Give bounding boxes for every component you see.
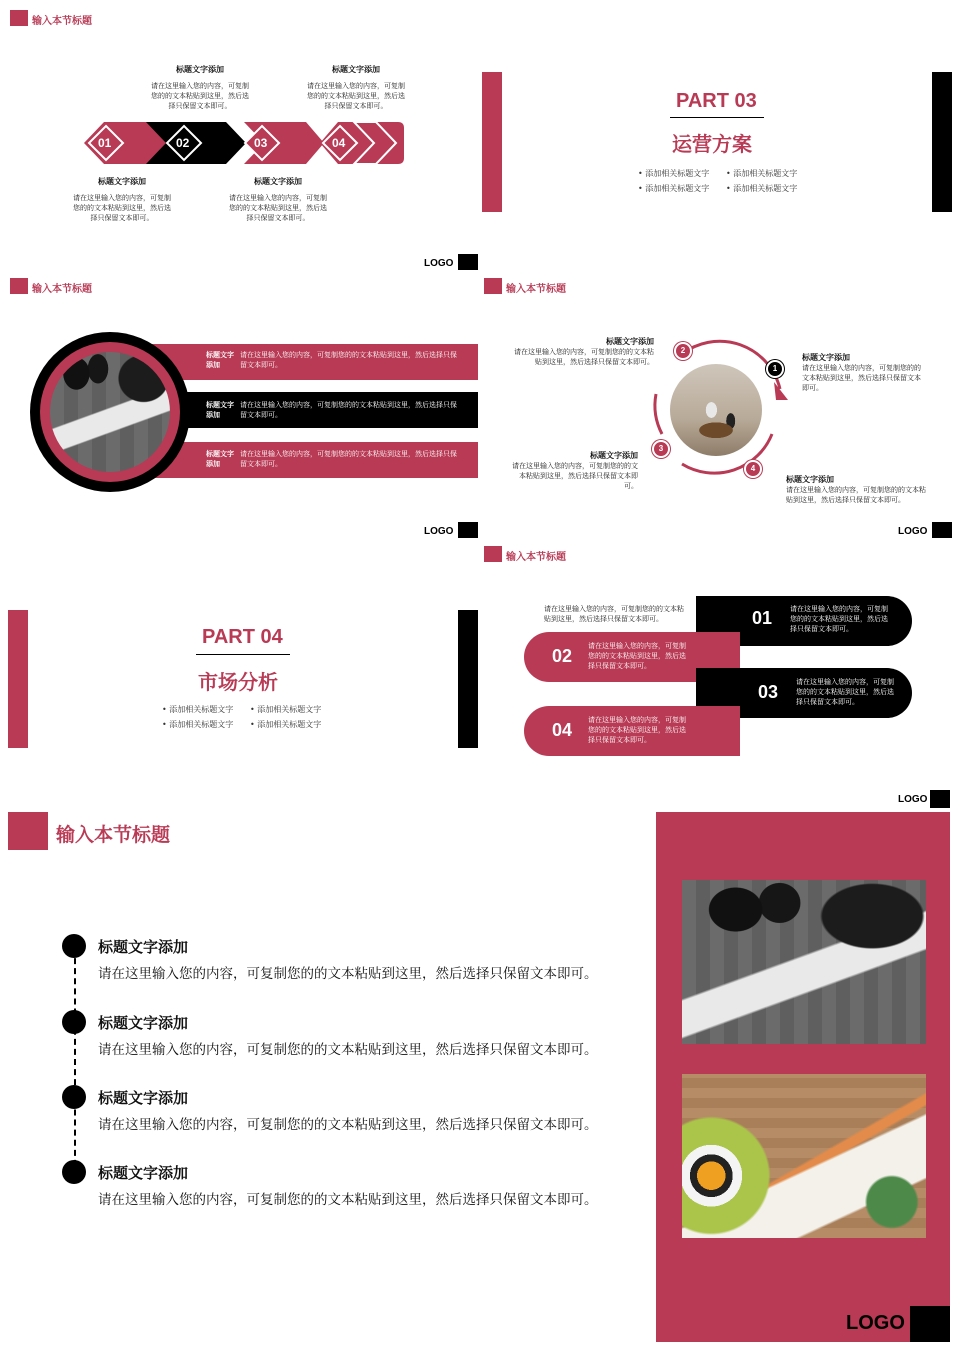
cycle-item-1	[802, 352, 924, 393]
step-number-3: 03	[254, 136, 268, 150]
part-divider	[196, 654, 290, 655]
cycle-badge-number: 3	[658, 444, 664, 453]
slide-numbered-pills	[482, 544, 960, 810]
step-number-4: 04	[332, 136, 346, 150]
logo-text: LOGO	[898, 794, 928, 805]
cycle-badge-2	[674, 342, 692, 360]
slide-cycle	[482, 274, 960, 540]
cycle-badge-1	[766, 360, 784, 378]
left-bar	[482, 72, 502, 212]
circle-photo	[50, 352, 170, 472]
logo-panel-block	[910, 1306, 950, 1342]
cycle-item-text: 请在这里输入您的内容，可复制您的的文本粘贴到这里，然后选择只保留文本即可。	[786, 486, 926, 504]
cycle-badge-number: 1	[772, 364, 778, 373]
bullet-item: • 添加相关标题文字	[726, 184, 798, 193]
slide-part-03	[482, 0, 960, 270]
pill-text-04: 请在这里输入您的内容，可复制您的的文本粘贴到这里，然后选择只保留文本即可。	[588, 716, 686, 744]
section-marker	[484, 546, 502, 562]
timeline-text: 请在这里输入您的内容，可复制您的的文本粘贴到这里，然后选择只保留文本即可。	[98, 1192, 598, 1208]
timeline-title: 标题文字添加	[98, 1014, 189, 1032]
section-marker	[484, 278, 502, 294]
timeline-item-1	[62, 934, 622, 984]
logo-text: LOGO	[898, 526, 928, 537]
timeline-dot	[62, 1085, 86, 1109]
timeline-item-4	[62, 1160, 622, 1210]
bullet-text: 添加相关标题文字	[257, 705, 322, 714]
cycle-item-title: 标题文字添加	[606, 337, 654, 346]
section-title: 输入本节标题	[506, 284, 566, 295]
pill-text-03: 请在这里输入您的内容，可复制您的的文本粘贴到这里，然后选择只保留文本即可。	[796, 678, 894, 706]
process-item-bottom-2	[228, 176, 328, 223]
cycle-badge-number: 2	[680, 346, 686, 355]
bullet-text: 添加相关标题文字	[169, 705, 234, 714]
pill-number-03: 03	[758, 682, 779, 702]
bullet-text: 添加相关标题文字	[733, 184, 798, 193]
part-label: PART 03	[676, 90, 757, 112]
cycle-item-text: 请在这里输入您的内容，可复制您的的文本粘贴到这里，然后选择只保留文本即可。	[514, 348, 654, 366]
section-title: 输入本节标题	[32, 284, 92, 295]
slide-timeline	[0, 782, 960, 1352]
band-text: 请在这里输入您的内容，可复制您的的文本粘贴到这里，然后选择只保留文本即可。	[240, 351, 457, 369]
timeline-dot	[62, 1010, 86, 1034]
process-item-title: 标题文字添加	[176, 65, 224, 74]
bullet-text: 添加相关标题文字	[169, 720, 234, 729]
bullet-item: • 添加相关标题文字	[250, 705, 322, 714]
process-item-title: 标题文字添加	[332, 65, 380, 74]
timeline-text: 请在这里输入您的内容，可复制您的的文本粘贴到这里，然后选择只保留文本即可。	[98, 966, 598, 982]
bullet-text: 添加相关标题文字	[645, 169, 710, 178]
timeline-text: 请在这里输入您的内容，可复制您的的文本粘贴到这里，然后选择只保留文本即可。	[98, 1117, 598, 1133]
photo-shoes	[682, 880, 926, 1044]
bullet-item: • 添加相关标题文字	[162, 705, 234, 714]
timeline-title: 标题文字添加	[98, 1164, 189, 1182]
logo-block	[458, 522, 478, 538]
section-title: 输入本节标题	[506, 552, 566, 563]
cycle-photo	[670, 364, 762, 456]
pill-number-01: 01	[752, 608, 773, 628]
process-item-bottom-1	[72, 176, 172, 223]
cycle-item-title: 标题文字添加	[590, 451, 638, 460]
process-item-text: 请在这里输入您的内容，可复制您的的文本粘贴到这里，然后选择只保留文本即可。	[229, 194, 327, 222]
right-bar	[932, 72, 952, 212]
process-arrows	[80, 120, 410, 166]
cycle-badge-4	[744, 460, 762, 478]
part-label: PART 04	[202, 626, 283, 648]
logo-block	[930, 790, 950, 808]
bullet-item: • 添加相关标题文字	[250, 720, 322, 729]
cycle-item-text: 请在这里输入您的内容，可复制您的的文本粘贴到这里，然后选择只保留文本即可。	[802, 364, 921, 392]
logo-text: LOGO	[424, 526, 454, 537]
process-item-title: 标题文字添加	[98, 177, 146, 186]
process-item-top-2	[306, 64, 406, 111]
cycle-arrowhead	[774, 382, 788, 400]
logo-panel-text: LOGO	[846, 1312, 905, 1334]
left-bar	[8, 610, 28, 748]
slide-circle-bands	[0, 274, 478, 540]
part-divider	[670, 117, 764, 118]
section-marker	[8, 812, 48, 850]
right-bar	[458, 610, 478, 748]
process-item-top-1	[150, 64, 250, 111]
process-item-text: 请在这里输入您的内容，可复制您的的文本粘贴到这里，然后选择只保留文本即可。	[151, 82, 249, 110]
bullet-item: • 添加相关标题文字	[638, 169, 710, 178]
part-title: 运营方案	[672, 132, 752, 156]
timeline-dot	[62, 934, 86, 958]
cycle-item-title: 标题文字添加	[802, 353, 850, 362]
timeline-title: 标题文字添加	[98, 938, 189, 956]
bullet-item: • 添加相关标题文字	[726, 169, 798, 178]
logo-text: LOGO	[424, 258, 454, 269]
timeline-title: 标题文字添加	[98, 1089, 189, 1107]
bullet-item: • 添加相关标题文字	[162, 720, 234, 729]
pill-number-04: 04	[552, 720, 573, 740]
bullet-item: • 添加相关标题文字	[638, 184, 710, 193]
section-marker	[10, 10, 28, 26]
section-marker	[10, 278, 28, 294]
band-label: 标题文字添加	[206, 401, 234, 419]
cycle-badge-3	[652, 440, 670, 458]
intro-text: 请在这里输入您的内容，可复制您的的文本粘贴到这里，然后选择只保留文本即可。	[544, 605, 684, 623]
band-text: 请在这里输入您的内容，可复制您的的文本粘贴到这里，然后选择只保留文本即可。	[240, 401, 457, 419]
cycle-item-3	[506, 450, 638, 491]
timeline-item-2	[62, 1010, 622, 1060]
process-item-text: 请在这里输入您的内容，可复制您的的文本粘贴到这里，然后选择只保留文本即可。	[73, 194, 171, 222]
timeline-dot	[62, 1160, 86, 1184]
step-number-2: 02	[176, 136, 190, 150]
step-number-1: 01	[98, 136, 112, 150]
bullet-text: 添加相关标题文字	[733, 169, 798, 178]
cycle-badge-number: 4	[750, 464, 756, 473]
timeline-item-3	[62, 1085, 622, 1135]
slide-process-arrows	[0, 0, 478, 270]
cycle-item-text: 请在这里输入您的内容，可复制您的的文本粘贴到这里，然后选择只保留文本即可。	[512, 462, 638, 490]
process-item-title: 标题文字添加	[254, 177, 302, 186]
pill-number-02: 02	[552, 646, 573, 666]
cycle-item-4	[786, 474, 928, 505]
pill-text-02: 请在这里输入您的内容，可复制您的的文本粘贴到这里，然后选择只保留文本即可。	[588, 642, 686, 670]
band-label: 标题文字添加	[206, 450, 234, 468]
cycle-item-title: 标题文字添加	[786, 475, 834, 484]
band-text: 请在这里输入您的内容，可复制您的的文本粘贴到这里，然后选择只保留文本即可。	[240, 450, 457, 468]
bullet-text: 添加相关标题文字	[257, 720, 322, 729]
bullet-text: 添加相关标题文字	[645, 184, 710, 193]
section-title: 输入本节标题	[56, 824, 171, 846]
slide-part-04	[0, 544, 478, 810]
process-item-text: 请在这里输入您的内容，可复制您的的文本粘贴到这里，然后选择只保留文本即可。	[307, 82, 405, 110]
cycle-item-2	[512, 336, 654, 367]
logo-block	[932, 522, 952, 538]
logo-block	[458, 254, 478, 270]
photo-desk	[682, 1074, 926, 1238]
part-title: 市场分析	[198, 670, 278, 694]
band-label: 标题文字添加	[206, 351, 234, 369]
timeline-text: 请在这里输入您的内容，可复制您的的文本粘贴到这里，然后选择只保留文本即可。	[98, 1042, 598, 1058]
pill-text-01: 请在这里输入您的内容，可复制您的的文本粘贴到这里，然后选择只保留文本即可。	[790, 605, 888, 633]
section-title: 输入本节标题	[32, 16, 92, 27]
